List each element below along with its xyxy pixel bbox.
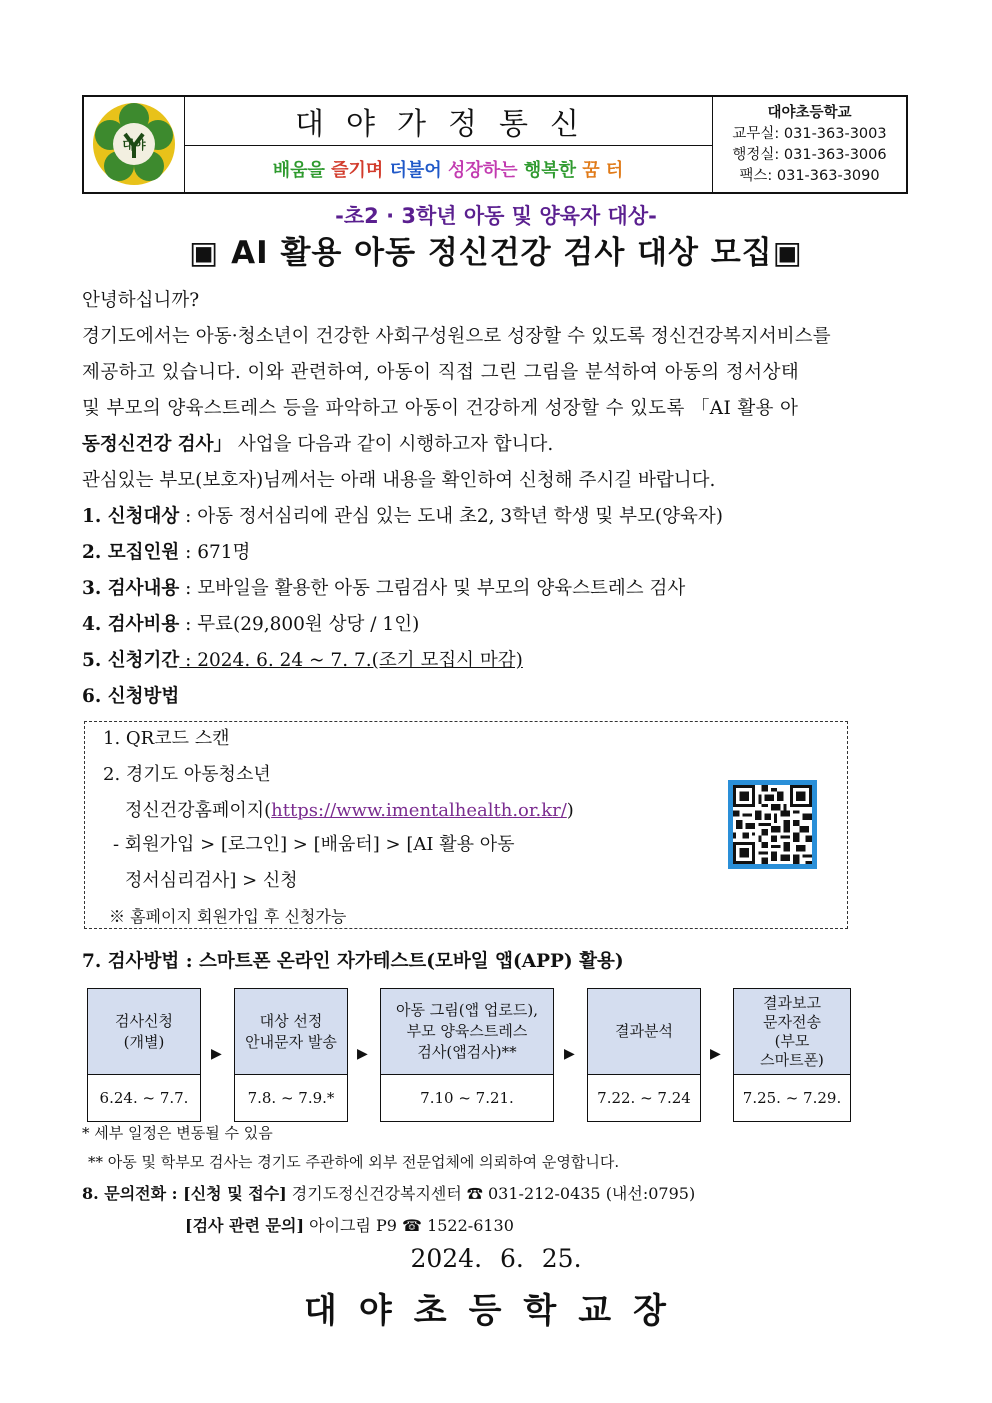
slogan-word: 배움을 [272,160,332,181]
note-schedule: * 세부 일정은 변동될 수 있음 [82,1124,273,1142]
qr-code[interactable] [728,780,817,869]
step-3 [380,988,554,1122]
step-2-title: 대상 선정 안내문자 발송 [235,989,347,1075]
intro-line-1: 경기도에서는 아동·청소년이 건강한 사회구성원으로 성장할 수 있도록 정신건강복지서비스를 [82,326,831,347]
method-note: ※ 홈페이지 회원가입 후 신청가능 [109,907,347,926]
step-4-date: 7.22. ~ 7.24 [597,1089,691,1107]
method-line-3: 정신건강홈페이지(https://www.imentalhealth.or.kr/) [125,800,574,821]
contact-apply: 8. 문의전화 : [신청 및 접수] 경기도정신건강복지센터 ☎ 031-212-0435 (내선:0795) [82,1184,696,1203]
method-line-5: 정서심리검사] > 신청 [125,870,298,891]
step-1-title: 검사신청 (개별) [88,989,200,1075]
step-5 [733,988,851,1122]
newsletter-title: 대야가정통신 [184,97,712,146]
item-method: 6. 신청방법 [82,686,180,707]
item-count: 2. 모집인원 : 671명 [82,542,251,563]
item-cost: 4. 검사비용 : 무료(29,800원 상당 / 1인) [82,614,420,635]
arrow-icon: ▶ [564,1046,575,1062]
step-1-date: 6.24. ~ 7.7. [99,1089,189,1107]
contact-test: [검사 관련 문의] 아이그림 P9 ☎ 1522-6130 [185,1216,514,1235]
arrow-icon: ▶ [710,1046,721,1062]
school-slogan [184,146,712,192]
step-3-title: 아동 그림(앱 업로드), 부모 양육스트레스 검사(앱검사)** [381,989,553,1075]
svg-text:대야: 대야 [122,138,146,152]
step-5-title: 결과보고 문자전송 (부모 스마트폰) [734,989,850,1075]
step-1 [87,988,201,1122]
slogan-word: 더불어 [389,160,448,181]
arrow-icon: ▶ [211,1046,222,1062]
school-logo [84,97,185,192]
step-4-title: 결과분석 [588,989,700,1075]
slogan-word: 꿈 터 [582,160,624,181]
subtitle: -초2 · 3학년 아동 및 양육자 대상- [335,204,657,228]
item-test-method: 7. 검사방법 : 스마트폰 온라인 자가테스트(모바일 앱(APP) 활용) [82,951,624,972]
apply-method-box [84,721,848,929]
intro-line-3: 및 부모의 양육스트레스 등을 파악하고 아동이 건강하게 성장할 수 있도록 「AI 활용 아 [82,398,799,419]
slogan-word: 성장하는 [448,160,524,181]
slogan-word: 행복한 [523,160,583,181]
school-name: 대야초등학교 [767,105,852,121]
page-title: ▣ AI 활용 아동 정신건강 검사 대상 모집▣ [189,235,803,271]
greeting: 안녕하십니까? [82,290,200,311]
step-2-date: 7.8. ~ 7.9.* [247,1089,335,1107]
phone-admin: 행정실: 031-363-3006 [732,147,887,163]
step-5-date: 7.25. ~ 7.29. [742,1089,842,1107]
step-3-date: 7.10 ~ 7.21. [420,1089,514,1107]
arrow-icon: ▶ [357,1046,368,1062]
header-box [82,95,908,194]
step-4 [587,988,701,1122]
intro-line-2: 제공하고 있습니다. 이와 관련하여, 아동이 직접 그린 그림을 분석하여 아동의 정서상태 [82,362,800,383]
phone-fax: 팩스: 031-363-3090 [739,168,880,184]
method-line-4: - 회원가입 > [로그인] > [배움터] > [AI 활용 아동 [113,834,515,855]
issue-date: 2024. 6. 25. [410,1244,582,1273]
intro-line-4: 동정신건강 검사」 사업을 다음과 같이 시행하고자 합니다. [82,434,554,455]
step-2 [234,988,348,1122]
note-vendor: ** 아동 및 학부모 검사는 경기도 주관하에 외부 전문업체에 의뢰하여 운영합니다. [88,1153,620,1171]
item-period: 5. 신청기간 : 2024. 6. 24 ~ 7. 7.(조기 모집시 마감) [82,650,523,671]
method-line-1: 1. QR코드 스캔 [103,728,230,749]
principal-signature: 대야초등학교장 [304,1291,688,1331]
item-target: 1. 신청대상 : 아동 정서심리에 관심 있는 도내 초2, 3학년 학생 및 부모(양육자) [82,506,723,527]
school-contact [713,97,906,192]
intro-line-5: 관심있는 부모(보호자)님께서는 아래 내용을 확인하여 신청해 주시길 바랍니다. [82,470,716,491]
item-content: 3. 검사내용 : 모바일을 활용한 아동 그림검사 및 부모의 양육스트레스 검사 [82,578,686,599]
homepage-link[interactable]: https://www.imentalhealth.or.kr/ [271,800,567,821]
method-line-2: 2. 경기도 아동청소년 [103,764,271,785]
phone-office: 교무실: 031-363-3003 [732,126,887,142]
slogan-word: 즐기며 [331,160,390,181]
